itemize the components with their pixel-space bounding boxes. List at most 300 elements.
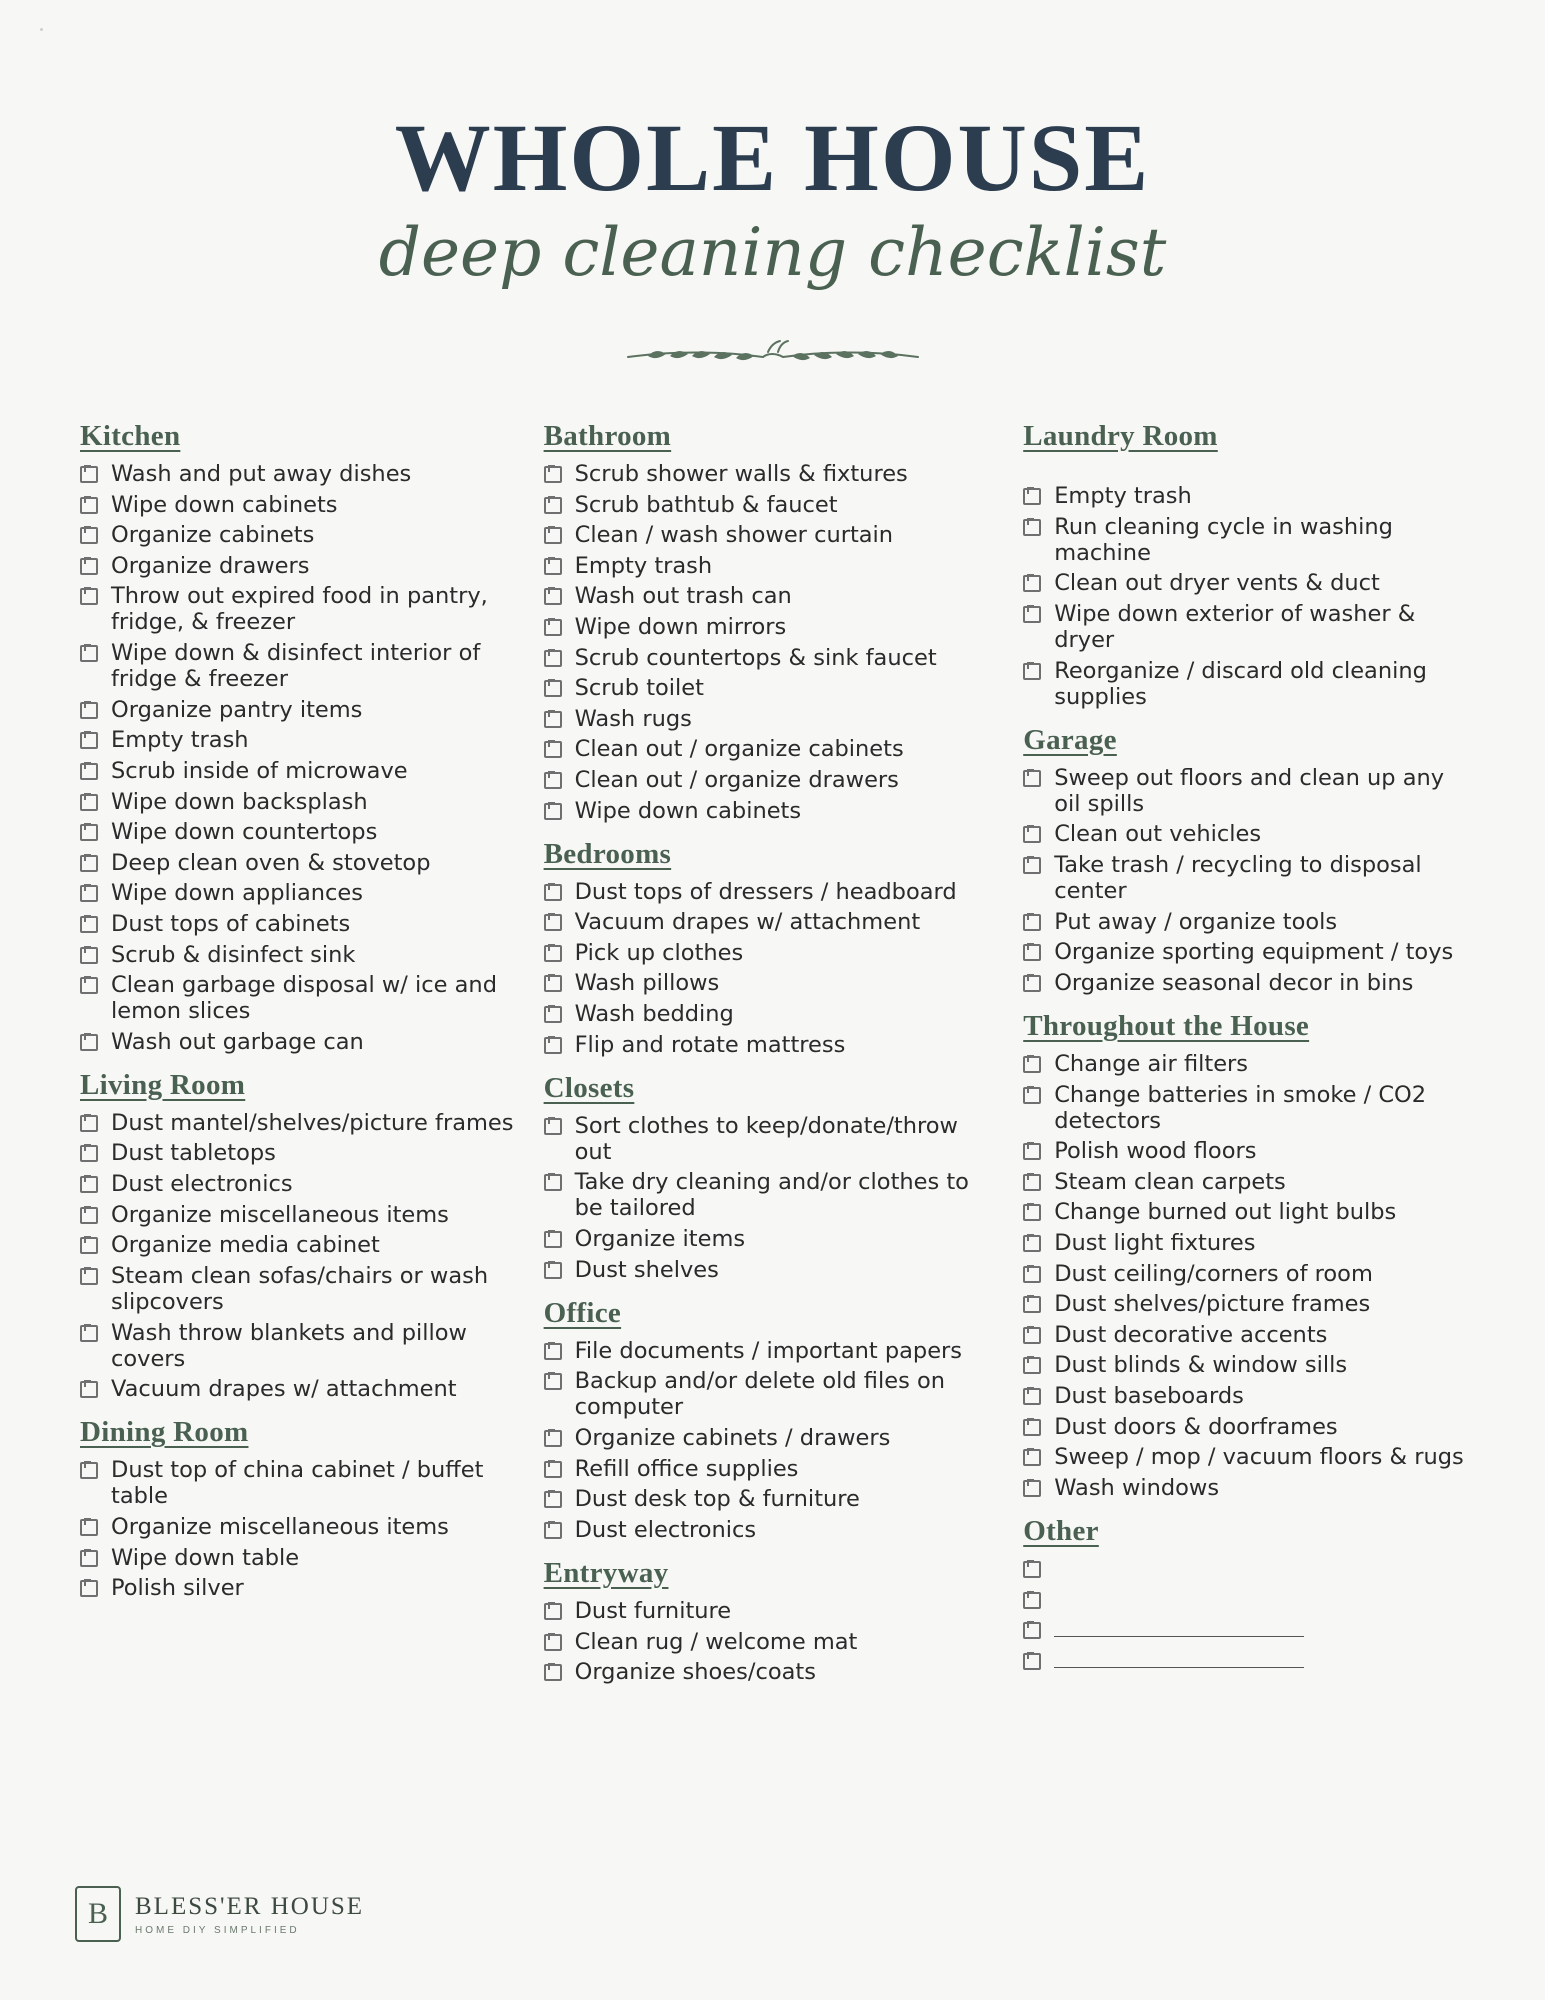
checklist	[80, 1110, 518, 1402]
checkbox-icon[interactable]	[544, 975, 562, 992]
checkbox-icon[interactable]	[80, 732, 98, 749]
list-item-label: Organize shoes/coats	[574, 1659, 816, 1686]
checkbox-icon[interactable]	[80, 466, 98, 483]
section-title: Office	[543, 1296, 622, 1329]
checkbox-icon[interactable]	[80, 1519, 98, 1536]
section-title: Bedrooms	[543, 837, 672, 870]
checkbox-icon[interactable]	[544, 741, 562, 758]
checkbox-icon[interactable]	[544, 1118, 562, 1135]
checkbox-icon[interactable]	[80, 702, 98, 719]
list-item-label: Dust tops of dressers / headboard	[574, 878, 957, 905]
checkbox-icon[interactable]	[544, 466, 562, 483]
list-item-label: Steam clean carpets	[1054, 1168, 1286, 1195]
list-item[interactable]	[80, 492, 518, 518]
checkbox-icon[interactable]	[1023, 488, 1041, 505]
checkbox-icon[interactable]	[80, 916, 98, 933]
checkbox-icon[interactable]	[80, 763, 98, 780]
list-item-label: Dust desk top & furniture	[574, 1486, 860, 1513]
list-item-label: Organize pantry items	[111, 696, 363, 723]
list-item-label: Sort clothes to keep/donate/throw out	[574, 1112, 958, 1165]
list-item-label: Refill office supplies	[574, 1455, 799, 1482]
list-item[interactable]	[80, 1575, 518, 1601]
checkbox-icon[interactable]	[544, 1262, 562, 1279]
list-item[interactable]	[80, 461, 518, 487]
list-item[interactable]	[1023, 1138, 1465, 1164]
list-item-label: Wipe down table	[111, 1544, 300, 1571]
list-item[interactable]	[544, 1659, 992, 1685]
checkbox-icon[interactable]	[1023, 826, 1041, 843]
list-item[interactable]	[544, 1629, 992, 1655]
checkbox-icon[interactable]	[544, 1037, 562, 1054]
list-item[interactable]	[544, 1425, 992, 1451]
list-item-label: Empty trash	[111, 727, 249, 754]
checklist	[1023, 483, 1465, 710]
list-item-label: Clean garbage disposal w/ ice and lemon slices	[111, 972, 497, 1025]
list-item-label: Sweep / mop / vacuum floors & rugs	[1054, 1444, 1464, 1471]
checkbox-icon[interactable]	[544, 772, 562, 789]
list-item-label: Organize miscellaneous items	[111, 1201, 449, 1228]
checkbox-icon[interactable]	[1023, 1480, 1041, 1497]
list-item[interactable]	[544, 1226, 992, 1252]
checkbox-icon[interactable]	[544, 1373, 562, 1390]
list-item-label: Wash out trash can	[574, 583, 792, 610]
checkbox-icon[interactable]	[544, 914, 562, 931]
list-item-label: Wipe down cabinets	[574, 797, 802, 824]
list-item[interactable]	[544, 706, 992, 732]
checkbox-icon[interactable]	[1023, 1174, 1041, 1191]
list-item[interactable]	[1023, 1082, 1465, 1134]
checkbox-icon[interactable]	[544, 884, 562, 901]
list-item[interactable]	[544, 1113, 992, 1165]
checkbox-icon[interactable]	[544, 1491, 562, 1508]
list-item-label: Wash windows	[1054, 1474, 1220, 1501]
list-item[interactable]	[80, 880, 518, 906]
list-item[interactable]	[544, 1257, 992, 1283]
checkbox-icon[interactable]	[80, 1034, 98, 1051]
list-item-label: Organize media cabinet	[111, 1232, 380, 1259]
section-title: Living Room	[80, 1068, 246, 1101]
list-item[interactable]	[80, 1232, 518, 1258]
checkbox-icon[interactable]	[80, 855, 98, 872]
list-item[interactable]	[1023, 1587, 1465, 1613]
logo-name: BLESS'ER HOUSE	[135, 1892, 365, 1920]
checkbox-icon[interactable]	[1023, 944, 1041, 961]
logo-tagline: HOME DIY SIMPLIFIED	[135, 1924, 300, 1936]
list-item-label: Clean out / organize cabinets	[574, 736, 904, 763]
checkbox-icon[interactable]	[544, 945, 562, 962]
list-item-label: Organize items	[574, 1226, 746, 1253]
list-item[interactable]	[1023, 909, 1465, 935]
list-item-label: Wipe down backsplash	[111, 788, 368, 815]
checkbox-icon[interactable]	[80, 1325, 98, 1342]
list-item-label: Organize sporting equipment / toys	[1054, 939, 1454, 966]
checkbox-icon[interactable]	[544, 1603, 562, 1620]
list-item[interactable]	[80, 640, 518, 692]
list-item-label: Dust shelves	[574, 1256, 719, 1283]
checkbox-icon[interactable]	[544, 1664, 562, 1681]
list-item-label: Backup and/or delete old files on computer	[574, 1368, 945, 1421]
list-item[interactable]	[80, 1263, 518, 1315]
checkbox-icon[interactable]	[544, 1461, 562, 1478]
document-header	[0, 0, 1545, 382]
section-title: Closets	[543, 1071, 635, 1104]
list-item[interactable]	[1023, 1261, 1465, 1287]
list-item-label: Dust electronics	[574, 1516, 757, 1543]
list-item-label: Clean out / organize drawers	[574, 766, 899, 793]
list-item-label: Dust furniture	[574, 1597, 732, 1624]
checkbox-icon[interactable]	[544, 650, 562, 667]
checkbox-icon[interactable]	[80, 824, 98, 841]
checkbox-icon[interactable]	[544, 803, 562, 820]
list-item-label: Vacuum drapes w/ attachment	[111, 1376, 457, 1403]
list-item-label: Dust baseboards	[1054, 1383, 1244, 1410]
checkbox-icon[interactable]	[80, 645, 98, 662]
checklist	[80, 461, 518, 1055]
checkbox-icon[interactable]	[1023, 1056, 1041, 1073]
list-item[interactable]	[1023, 821, 1465, 847]
section-title: Laundry Room	[1023, 420, 1218, 452]
list-item-label	[1054, 1556, 1465, 1582]
list-item[interactable]	[1023, 1352, 1465, 1378]
list-item[interactable]	[544, 1338, 992, 1364]
checkbox-icon[interactable]	[80, 1462, 98, 1479]
write-in-line[interactable]	[1054, 1622, 1304, 1637]
list-item-label: Scrub countertops & sink faucet	[574, 644, 937, 671]
checkbox-icon[interactable]	[1023, 770, 1041, 787]
list-item-label: Organize drawers	[111, 552, 310, 579]
checkbox-icon[interactable]	[1023, 1327, 1041, 1344]
checkbox-icon[interactable]	[544, 1634, 562, 1651]
list-item-label: Empty trash	[1054, 483, 1192, 509]
list-item-label	[1054, 1648, 1465, 1674]
list-item-label: Organize miscellaneous items	[111, 1514, 449, 1540]
list-item-label: Polish silver	[111, 1575, 244, 1602]
checkbox-icon[interactable]	[80, 1176, 98, 1193]
checkbox-icon[interactable]	[544, 558, 562, 575]
checkbox-icon[interactable]	[1023, 519, 1041, 536]
list-item[interactable]	[1023, 939, 1465, 965]
page-subtitle: deep cleaning checklist	[378, 214, 1167, 291]
list-item[interactable]	[544, 940, 992, 966]
list-item[interactable]	[1023, 1475, 1465, 1501]
list-item-label: Wipe down countertops	[111, 819, 378, 846]
checkbox-icon[interactable]	[544, 497, 562, 514]
checkbox-icon[interactable]	[80, 885, 98, 902]
list-item[interactable]	[1023, 1230, 1465, 1256]
checkbox-icon[interactable]	[1023, 606, 1041, 623]
checklist	[1023, 1556, 1465, 1674]
list-item-label: Wash pillows	[574, 970, 720, 997]
checkbox-icon[interactable]	[544, 1522, 562, 1539]
list-item-label: Organize cabinets / drawers	[574, 1425, 891, 1452]
checklist	[544, 1113, 992, 1283]
checkbox-icon[interactable]	[80, 558, 98, 575]
list-item-label: Dust ceiling/corners of room	[1054, 1260, 1373, 1287]
logo-monogram-icon: B	[75, 1886, 121, 1942]
list-item[interactable]	[1023, 1556, 1465, 1582]
list-item[interactable]	[544, 1517, 992, 1543]
list-item-label: Dust mantel/shelves/picture frames	[111, 1109, 514, 1136]
list-item[interactable]	[1023, 765, 1465, 817]
checkbox-icon[interactable]	[1023, 1592, 1041, 1609]
list-item[interactable]	[544, 553, 992, 579]
checkbox-icon[interactable]	[544, 1343, 562, 1360]
list-item[interactable]	[80, 819, 518, 845]
checklist	[544, 1598, 992, 1685]
list-item[interactable]	[80, 1545, 518, 1571]
checkbox-icon[interactable]	[80, 527, 98, 544]
checkbox-icon[interactable]	[544, 619, 562, 636]
list-item[interactable]	[1023, 514, 1465, 566]
list-item[interactable]	[544, 879, 992, 905]
list-item-label: Clean out dryer vents & duct	[1054, 570, 1380, 597]
list-item[interactable]	[80, 553, 518, 579]
list-item-label: Dust electronics	[111, 1171, 293, 1198]
list-item-label: Wash and put away dishes	[111, 461, 412, 487]
list-item-label: Wipe down cabinets	[111, 491, 338, 518]
checkbox-icon[interactable]	[1023, 914, 1041, 931]
checkbox-icon[interactable]	[1023, 975, 1041, 992]
list-item[interactable]	[544, 645, 992, 671]
section-spacer	[1023, 461, 1465, 483]
list-item[interactable]	[544, 1001, 992, 1027]
list-item[interactable]	[80, 1514, 518, 1540]
list-item-label: Run cleaning cycle in washing machine	[1054, 513, 1393, 566]
checkbox-icon[interactable]	[1023, 1266, 1041, 1283]
list-item-label: Take trash / recycling to disposal center	[1054, 852, 1422, 905]
list-item-label: Deep clean oven & stovetop	[111, 849, 431, 876]
checklist	[544, 1338, 992, 1543]
list-item[interactable]	[80, 1376, 518, 1402]
list-item-label: Clean rug / welcome mat	[574, 1628, 858, 1655]
list-item-label: Clean out vehicles	[1054, 821, 1262, 848]
list-item[interactable]	[80, 758, 518, 784]
list-item-label: Dust doors & doorframes	[1054, 1413, 1338, 1440]
checkbox-icon[interactable]	[544, 711, 562, 728]
list-item[interactable]	[1023, 1383, 1465, 1409]
column-2	[536, 420, 1010, 1690]
list-item-label: Change batteries in smoke / CO2 detectors	[1054, 1081, 1427, 1134]
list-item[interactable]	[80, 911, 518, 937]
list-item[interactable]	[544, 1598, 992, 1624]
list-item[interactable]	[80, 850, 518, 876]
checkbox-icon[interactable]	[80, 497, 98, 514]
checkbox-icon[interactable]	[1023, 1204, 1041, 1221]
list-item-label: Scrub & disinfect sink	[111, 941, 356, 968]
checkbox-icon[interactable]	[80, 1237, 98, 1254]
section-title: Dining Room	[80, 1416, 249, 1449]
list-item[interactable]	[80, 727, 518, 753]
checkbox-icon[interactable]	[80, 1207, 98, 1224]
checkbox-icon[interactable]	[1023, 1296, 1041, 1313]
checkbox-icon[interactable]	[1023, 1622, 1041, 1639]
checkbox-icon[interactable]	[80, 588, 98, 605]
checkbox-icon[interactable]	[80, 1268, 98, 1285]
list-item[interactable]	[80, 1202, 518, 1228]
checkbox-icon[interactable]	[1023, 1419, 1041, 1436]
list-item-label: Sweep out floors and clean up any oil spills	[1054, 764, 1445, 817]
checkbox-icon[interactable]	[80, 1145, 98, 1162]
list-item[interactable]	[1023, 1051, 1465, 1077]
checkbox-icon[interactable]	[1023, 1653, 1041, 1670]
list-item[interactable]	[1023, 1648, 1465, 1674]
list-item-label: Dust top of china cabinet / buffet table	[111, 1457, 484, 1510]
checkbox-icon[interactable]	[1023, 1087, 1041, 1104]
list-item-label: Take dry cleaning and/or clothes to be tailored	[574, 1169, 969, 1222]
list-item-label: Polish wood floors	[1054, 1138, 1257, 1165]
list-item[interactable]	[544, 798, 992, 824]
checkbox-icon[interactable]	[1023, 1388, 1041, 1405]
list-item[interactable]	[544, 736, 992, 762]
list-item-label: Pick up clothes	[574, 939, 744, 966]
list-item[interactable]	[1023, 852, 1465, 904]
list-item[interactable]	[1023, 1291, 1465, 1317]
list-item-label: Change burned out light bulbs	[1054, 1199, 1397, 1226]
list-item-label: File documents / important papers	[574, 1337, 963, 1364]
list-item-label	[1054, 1617, 1465, 1643]
section-title: Garage	[1023, 723, 1117, 756]
list-item[interactable]	[80, 583, 518, 635]
list-item-label: Scrub inside of microwave	[111, 757, 408, 784]
list-item[interactable]	[544, 767, 992, 793]
checkbox-icon[interactable]	[544, 527, 562, 544]
list-item-label: Wash throw blankets and pillow covers	[111, 1319, 467, 1372]
list-item-label: Organize cabinets	[111, 522, 315, 549]
list-item[interactable]	[80, 1110, 518, 1136]
section-title: Bathroom	[543, 420, 672, 452]
list-item-label: Wash out garbage can	[111, 1028, 364, 1055]
list-item[interactable]	[80, 1320, 518, 1372]
list-item-label: Wash bedding	[574, 1001, 734, 1027]
list-item-label: Wipe down exterior of washer & dryer	[1054, 600, 1416, 653]
list-item-label: Dust decorative accents	[1054, 1321, 1328, 1348]
list-item[interactable]	[544, 522, 992, 548]
list-item-label: Wash rugs	[574, 705, 692, 732]
checkbox-icon[interactable]	[544, 1006, 562, 1023]
list-item-label: Flip and rotate mattress	[574, 1031, 846, 1058]
list-item-label: Vacuum drapes w/ attachment	[574, 909, 921, 936]
checklist	[544, 879, 992, 1058]
list-item[interactable]	[544, 461, 992, 487]
list-item[interactable]	[544, 614, 992, 640]
list-item[interactable]	[1023, 1444, 1465, 1470]
list-item[interactable]	[1023, 1322, 1465, 1348]
list-item[interactable]	[1023, 1199, 1465, 1225]
checklist	[1023, 765, 1465, 996]
checkbox-icon[interactable]	[1023, 1357, 1041, 1374]
checkbox-icon[interactable]	[80, 1381, 98, 1398]
list-item[interactable]	[1023, 1617, 1465, 1643]
column-1	[62, 420, 536, 1690]
list-item[interactable]	[544, 492, 992, 518]
list-item[interactable]	[80, 789, 518, 815]
list-item-label	[1054, 1587, 1465, 1613]
list-item-label: Organize seasonal decor in bins	[1054, 969, 1414, 996]
list-item[interactable]	[80, 522, 518, 548]
checkbox-icon[interactable]	[544, 680, 562, 697]
checkbox-icon[interactable]	[544, 1174, 562, 1191]
list-item[interactable]	[544, 675, 992, 701]
list-item[interactable]	[1023, 483, 1465, 509]
section-title: Throughout the House	[1023, 1010, 1310, 1042]
checkbox-icon[interactable]	[1023, 857, 1041, 874]
checkbox-icon[interactable]	[544, 1430, 562, 1447]
list-item-label: Reorganize / discard old cleaning supplies	[1054, 657, 1427, 710]
list-item[interactable]	[80, 1029, 518, 1055]
list-item[interactable]	[544, 1368, 992, 1420]
checkbox-icon[interactable]	[1023, 1561, 1041, 1578]
list-item[interactable]	[80, 1457, 518, 1509]
list-item[interactable]	[80, 697, 518, 723]
list-item[interactable]	[1023, 658, 1465, 710]
checklist-columns	[0, 382, 1545, 1690]
brand-logo	[75, 1886, 364, 1942]
list-item-label: Scrub bathtub & faucet	[574, 491, 838, 518]
list-item[interactable]	[80, 1171, 518, 1197]
section-title: Entryway	[543, 1556, 669, 1589]
list-item[interactable]	[544, 1032, 992, 1058]
column-3	[1009, 420, 1483, 1690]
list-item[interactable]	[1023, 1414, 1465, 1440]
leaf-branch-divider-icon	[0, 332, 1545, 382]
checkbox-icon[interactable]	[80, 977, 98, 994]
checkbox-icon[interactable]	[1023, 1143, 1041, 1160]
list-item-label: Scrub shower walls & fixtures	[574, 461, 908, 487]
list-item-label: Dust shelves/picture frames	[1054, 1291, 1371, 1318]
checklist	[80, 1457, 518, 1601]
list-item-label: Change air filters	[1054, 1051, 1249, 1077]
checklist	[544, 461, 992, 824]
checkbox-icon[interactable]	[80, 1115, 98, 1132]
list-item[interactable]	[544, 583, 992, 609]
checkbox-icon[interactable]	[1023, 1449, 1041, 1466]
list-item-label: Wipe down appliances	[111, 880, 363, 907]
list-item[interactable]	[1023, 601, 1465, 653]
checkbox-icon[interactable]	[80, 1580, 98, 1597]
list-item[interactable]	[80, 972, 518, 1024]
list-item-label: Dust blinds & window sills	[1054, 1352, 1348, 1379]
list-item[interactable]	[1023, 970, 1465, 996]
checkbox-icon[interactable]	[80, 794, 98, 811]
checkbox-icon[interactable]	[80, 947, 98, 964]
checkbox-icon[interactable]	[1023, 663, 1041, 680]
section-title: Kitchen	[80, 420, 181, 452]
list-item-label: Wipe down & disinfect interior of fridge & freezer	[111, 640, 481, 693]
list-item[interactable]	[544, 1456, 992, 1482]
checklist	[1023, 1051, 1465, 1501]
list-item-label: Scrub toilet	[574, 675, 704, 702]
list-item[interactable]	[1023, 1169, 1465, 1195]
checkbox-icon[interactable]	[1023, 1235, 1041, 1252]
checkbox-icon[interactable]	[80, 1550, 98, 1567]
list-item[interactable]	[80, 1140, 518, 1166]
paper-speck	[40, 28, 43, 31]
page-title: WHOLE HOUSE	[394, 104, 1151, 211]
checkbox-icon[interactable]	[544, 1231, 562, 1248]
checkbox-icon[interactable]	[1023, 575, 1041, 592]
write-in-line[interactable]	[1054, 1653, 1304, 1668]
list-item-label: Empty trash	[574, 552, 713, 579]
list-item[interactable]	[544, 1169, 992, 1221]
list-item[interactable]	[80, 942, 518, 968]
checkbox-icon[interactable]	[544, 588, 562, 605]
list-item[interactable]	[544, 970, 992, 996]
list-item[interactable]	[1023, 570, 1465, 596]
list-item-label: Steam clean sofas/chairs or wash slipcovers	[111, 1262, 489, 1315]
list-item[interactable]	[544, 909, 992, 935]
list-item[interactable]	[544, 1486, 992, 1512]
list-item-label: Clean / wash shower curtain	[574, 522, 894, 549]
